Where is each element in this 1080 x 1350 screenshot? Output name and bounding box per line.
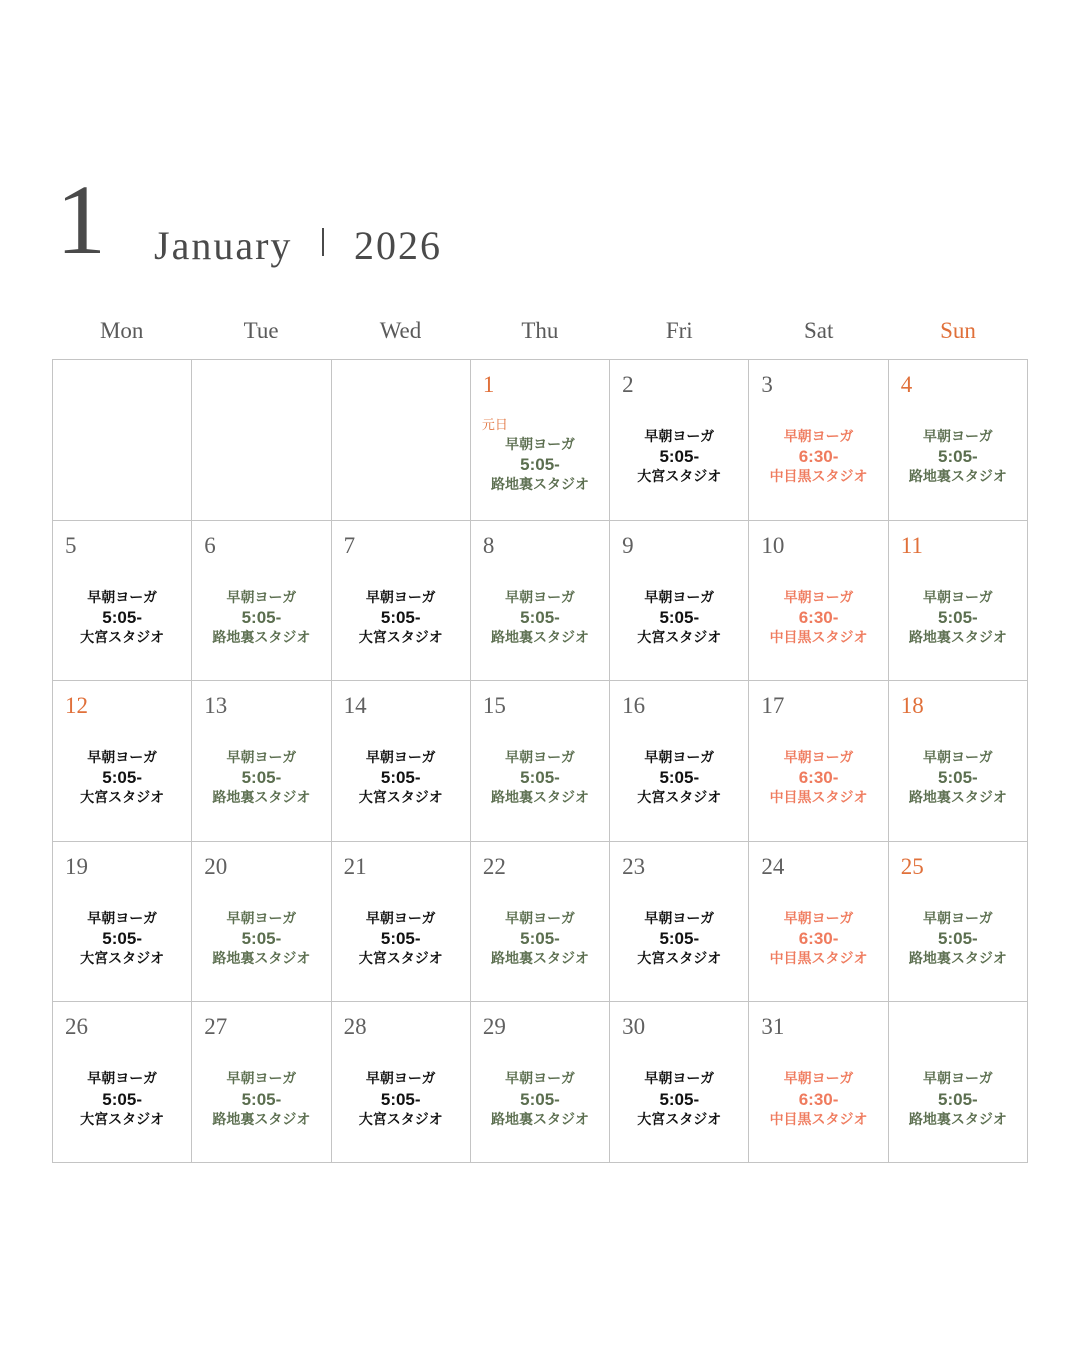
event-studio: 大宮スタジオ (637, 469, 722, 486)
day-cell[interactable] (889, 842, 1028, 1003)
event-time: 5:05- (938, 928, 978, 948)
event-time: 5:05- (102, 607, 142, 627)
event-block[interactable] (471, 589, 609, 647)
event-studio: 大宮スタジオ (637, 629, 722, 646)
event-time: 5:05- (520, 928, 560, 948)
event-time: 5:05- (659, 607, 700, 627)
event-block[interactable] (332, 749, 470, 807)
event-name: 早朝ヨーガ (226, 910, 297, 927)
weekday-fri: Fri (665, 318, 693, 343)
day-cell[interactable] (749, 681, 888, 842)
calendar-grid (52, 359, 1028, 1163)
event-studio: 大宮スタジオ (637, 951, 722, 968)
day-cell[interactable] (192, 681, 331, 842)
day-number: 16 (622, 693, 646, 719)
event-studio: 路地裏スタジオ (490, 629, 589, 646)
day-number: 8 (482, 532, 495, 558)
day-number: 9 (622, 532, 634, 558)
day-number: 13 (204, 693, 228, 719)
day-cell[interactable] (53, 681, 192, 842)
day-cell[interactable] (749, 842, 888, 1003)
event-name: 早朝ヨーガ (644, 910, 715, 927)
event-time: 6:30- (798, 447, 839, 467)
event-studio: 路地裏スタジオ (490, 790, 589, 807)
calendar-header (52, 164, 952, 300)
day-cell[interactable] (889, 521, 1028, 682)
day-number: 5 (65, 532, 77, 558)
event-name: 早朝ヨーガ (87, 589, 157, 606)
event-studio: 中目黒スタジオ (769, 951, 868, 968)
event-name: 早朝ヨーガ (783, 910, 854, 927)
event-studio: 大宮スタジオ (80, 790, 165, 807)
day-number: 3 (761, 372, 773, 397)
event-studio: 路地裏スタジオ (212, 1111, 311, 1128)
day-cell[interactable] (749, 1002, 888, 1163)
event-time: 5:05- (102, 768, 142, 788)
weekday-tue: Tue (243, 318, 279, 343)
event-block[interactable] (471, 910, 609, 968)
event-time: 6:30- (798, 1089, 839, 1109)
event-block[interactable] (749, 910, 887, 968)
day-number: 21 (343, 853, 367, 879)
day-cell[interactable] (610, 521, 749, 682)
event-block[interactable] (749, 428, 887, 486)
event-name: 早朝ヨーガ (644, 750, 715, 767)
event-studio: 中目黒スタジオ (769, 629, 868, 646)
event-studio: 大宮スタジオ (80, 951, 165, 968)
event-block[interactable] (889, 749, 1027, 807)
day-cell[interactable] (889, 1002, 1028, 1163)
event-studio: 路地裏スタジオ (908, 469, 1007, 486)
day-number: 20 (204, 853, 228, 879)
event-time: 5:05- (102, 928, 142, 948)
event-block[interactable] (889, 910, 1027, 968)
day-number: 18 (900, 693, 924, 719)
event-name: 早朝ヨーガ (505, 1071, 575, 1088)
event-block[interactable] (192, 749, 330, 807)
event-block[interactable] (53, 589, 191, 647)
event-name: 早朝ヨーガ (365, 910, 436, 927)
weekday-sat: Sat (803, 318, 834, 343)
event-name: 早朝ヨーガ (922, 429, 993, 445)
event-block[interactable] (749, 1070, 887, 1128)
event-studio: 中目黒スタジオ (769, 790, 868, 807)
event-time: 5:05- (659, 1089, 700, 1109)
event-time: 5:05- (659, 928, 700, 948)
event-time: 5:05- (241, 768, 282, 788)
event-name: 早朝ヨーガ (644, 429, 715, 445)
event-time: 5:05- (380, 928, 421, 948)
day-cell[interactable] (471, 842, 610, 1003)
event-time: 5:05- (380, 1089, 421, 1109)
event-studio: 大宮スタジオ (358, 1111, 443, 1128)
day-cell[interactable] (749, 521, 888, 682)
header-separator (322, 228, 324, 256)
event-name: 早朝ヨーガ (922, 589, 993, 606)
event-block[interactable] (332, 1070, 470, 1128)
event-name: 早朝ヨーガ (226, 750, 297, 767)
day-number: 7 (343, 532, 356, 558)
event-studio: 路地裏スタジオ (212, 951, 311, 968)
day-cell[interactable] (53, 842, 192, 1003)
day-number: 19 (65, 853, 88, 879)
day-number: 25 (900, 853, 924, 879)
event-name: 早朝ヨーガ (365, 1071, 436, 1088)
event-time: 5:05- (520, 607, 560, 627)
event-name: 早朝ヨーガ (226, 1071, 297, 1088)
weekday-sun: Sun (940, 318, 976, 343)
event-studio: 中目黒スタジオ (769, 469, 868, 486)
day-cell[interactable] (610, 842, 749, 1003)
day-number: 28 (343, 1014, 367, 1040)
day-cell[interactable] (53, 360, 192, 521)
weekday-wed: Wed (379, 318, 422, 343)
event-time: 5:05- (938, 1089, 978, 1109)
day-number: 23 (622, 853, 646, 879)
day-cell[interactable] (889, 360, 1028, 521)
event-block[interactable] (610, 589, 748, 647)
event-time: 5:05- (380, 607, 421, 627)
event-time: 6:30- (798, 768, 839, 788)
day-number: 24 (761, 853, 785, 879)
event-studio: 路地裏スタジオ (908, 629, 1007, 646)
event-studio: 路地裏スタジオ (490, 1111, 589, 1128)
year: 2026 (354, 223, 442, 268)
event-block[interactable] (471, 436, 609, 494)
event-name: 早朝ヨーガ (365, 589, 436, 606)
day-cell[interactable] (192, 360, 331, 521)
event-block[interactable] (53, 910, 191, 968)
holiday-label: 元日 (481, 418, 508, 433)
event-block[interactable] (889, 589, 1027, 647)
event-block[interactable] (192, 910, 330, 968)
day-cell[interactable] (332, 1002, 471, 1163)
month-number: 1 (56, 164, 106, 275)
event-studio: 大宮スタジオ (637, 790, 722, 807)
event-name: 早朝ヨーガ (922, 1071, 993, 1088)
day-cell[interactable] (610, 360, 749, 521)
event-studio: 大宮スタジオ (358, 790, 443, 807)
day-cell[interactable] (749, 360, 888, 521)
event-name: 早朝ヨーガ (87, 750, 157, 767)
event-name: 早朝ヨーガ (922, 910, 993, 927)
event-time: 5:05- (938, 768, 978, 788)
event-block[interactable] (332, 910, 470, 968)
event-block[interactable] (889, 428, 1027, 486)
event-name: 早朝ヨーガ (783, 429, 854, 445)
event-block[interactable] (610, 428, 748, 486)
day-cell[interactable] (471, 1002, 610, 1163)
day-number: 4 (900, 372, 913, 397)
event-time: 5:05- (102, 1089, 142, 1109)
event-name: 早朝ヨーガ (783, 750, 854, 767)
event-block[interactable] (192, 1070, 330, 1128)
day-number: 14 (343, 693, 367, 719)
day-cell[interactable] (53, 1002, 192, 1163)
event-studio: 路地裏スタジオ (212, 629, 311, 646)
event-time: 5:05- (241, 1089, 282, 1109)
day-number: 30 (622, 1014, 646, 1040)
day-cell[interactable] (53, 521, 192, 682)
day-cell[interactable] (471, 360, 610, 521)
event-time: 6:30- (798, 607, 839, 627)
event-name: 早朝ヨーガ (783, 589, 854, 606)
day-number: 26 (65, 1014, 88, 1040)
day-cell[interactable] (332, 360, 471, 521)
day-number: 11 (900, 532, 923, 558)
event-name: 早朝ヨーガ (505, 910, 575, 927)
event-name: 早朝ヨーガ (226, 589, 297, 606)
day-cell[interactable] (471, 681, 610, 842)
event-studio: 路地裏スタジオ (490, 951, 589, 968)
day-number: 27 (204, 1014, 228, 1040)
day-number: 6 (204, 532, 216, 558)
event-name: 早朝ヨーガ (87, 1071, 157, 1088)
event-time: 5:05- (241, 928, 282, 948)
day-cell[interactable] (332, 681, 471, 842)
event-name: 早朝ヨーガ (783, 1071, 854, 1088)
day-cell[interactable] (610, 681, 749, 842)
event-block[interactable] (749, 589, 887, 647)
event-time: 5:05- (520, 1089, 560, 1109)
event-time: 6:30- (798, 928, 839, 948)
day-cell[interactable] (192, 521, 331, 682)
weekday-thu: Thu (521, 318, 559, 343)
event-name: 早朝ヨーガ (644, 1071, 715, 1088)
event-studio: 路地裏スタジオ (908, 790, 1007, 807)
day-number: 15 (482, 693, 506, 719)
event-name: 早朝ヨーガ (505, 437, 575, 453)
event-studio: 路地裏スタジオ (908, 1111, 1007, 1128)
event-studio: 大宮スタジオ (80, 629, 165, 646)
event-block[interactable] (889, 1070, 1027, 1128)
event-studio: 中目黒スタジオ (769, 1111, 868, 1128)
event-name: 早朝ヨーガ (505, 589, 575, 606)
event-time: 5:05- (520, 768, 560, 788)
event-time: 5:05- (938, 607, 978, 627)
day-number: 10 (761, 532, 785, 558)
event-name: 早朝ヨーガ (87, 910, 157, 927)
event-studio: 大宮スタジオ (358, 951, 443, 968)
day-number: 29 (482, 1014, 506, 1040)
event-time: 5:05- (241, 607, 282, 627)
day-cell[interactable] (332, 521, 471, 682)
event-time: 5:05- (380, 768, 421, 788)
weekday-row (52, 318, 1028, 350)
event-time: 5:05- (938, 447, 978, 467)
event-block[interactable] (53, 1070, 191, 1128)
day-number: 17 (761, 693, 785, 719)
event-block[interactable] (749, 749, 887, 807)
event-studio: 路地裏スタジオ (908, 951, 1007, 968)
event-studio: 大宮スタジオ (80, 1111, 165, 1128)
event-studio: 路地裏スタジオ (490, 477, 589, 494)
day-cell[interactable] (471, 521, 610, 682)
event-name: 早朝ヨーガ (644, 589, 715, 606)
event-name: 早朝ヨーガ (505, 750, 575, 767)
day-cell[interactable] (192, 1002, 331, 1163)
day-number: 2 (622, 372, 634, 397)
day-number: 22 (482, 853, 506, 879)
event-name: 早朝ヨーガ (922, 750, 993, 767)
event-block[interactable] (332, 589, 470, 647)
month-name: January (154, 223, 293, 268)
day-cell[interactable] (192, 842, 331, 1003)
event-block[interactable] (192, 589, 330, 647)
event-time: 5:05- (659, 447, 700, 467)
event-block[interactable] (471, 749, 609, 807)
event-block[interactable] (471, 1070, 609, 1128)
event-studio: 大宮スタジオ (637, 1111, 722, 1128)
event-studio: 路地裏スタジオ (212, 790, 311, 807)
event-block[interactable] (610, 910, 748, 968)
event-studio: 大宮スタジオ (358, 629, 443, 646)
event-block[interactable] (610, 1070, 748, 1128)
event-name: 早朝ヨーガ (365, 750, 436, 767)
event-block[interactable] (53, 749, 191, 807)
day-cell[interactable] (889, 681, 1028, 842)
day-number: 12 (65, 693, 88, 719)
event-time: 5:05- (659, 768, 700, 788)
day-cell[interactable] (332, 842, 471, 1003)
day-cell[interactable] (610, 1002, 749, 1163)
day-number: 31 (761, 1014, 785, 1040)
event-time: 5:05- (520, 455, 560, 475)
event-block[interactable] (610, 749, 748, 807)
day-number: 1 (482, 372, 495, 397)
weekday-mon: Mon (99, 318, 144, 343)
